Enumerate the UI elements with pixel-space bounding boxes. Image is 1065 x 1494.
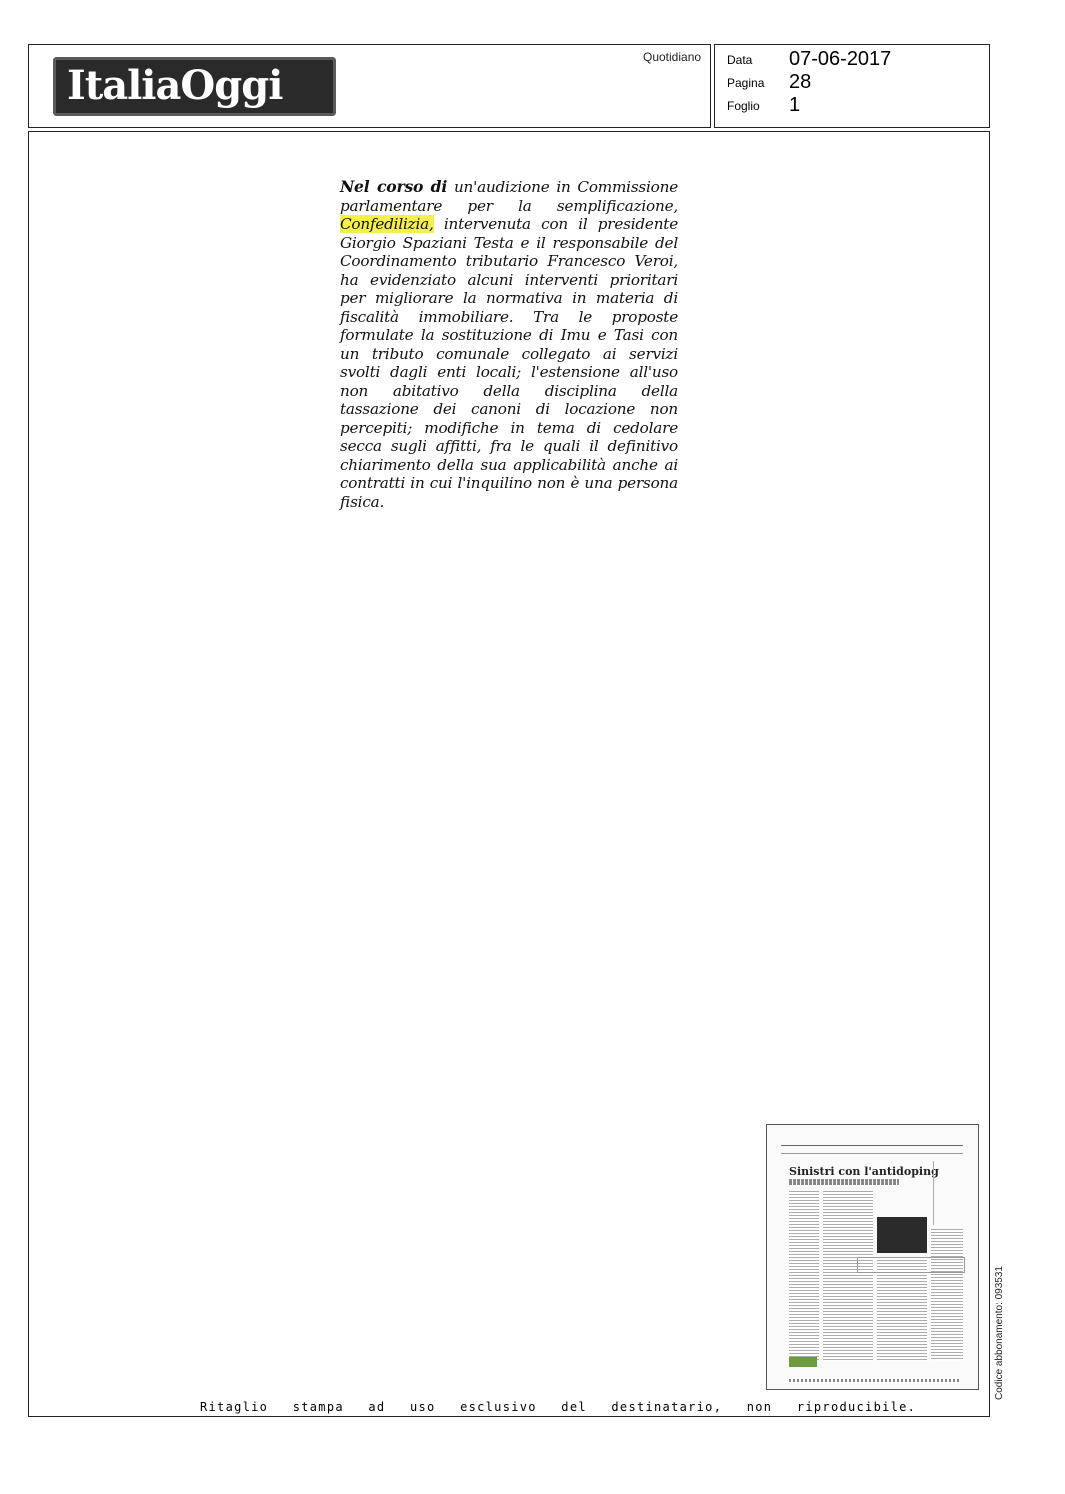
article-part-2: intervenuta con il presidente Giorgio Spaziani Testa e il responsabile del Coordinamento tributario Francesco Veroi, ha evidenziato alcuni interventi prioritari per migliorare la normativa in materia di fiscalità immobiliare. Tra le proposte formulate la sostituzione di Imu e Tasi con un tributo comunale collegato ai servizi svolti dagli enti locali; l'estensione all'uso non abitativo della disciplina della tassazione dei canoni di locazione non percepiti; modifiche in tema di cedolare secca sugli affitti, fra le quali il definitivo chiarimento della sua applicabilità anche ai contratti in cui l'inquilino non è una persona fisica. — [340, 215, 678, 511]
thumbnail-footer — [789, 1379, 959, 1382]
subscription-code — [991, 1250, 1011, 1400]
thumbnail-ad — [789, 1357, 817, 1367]
article-part-1: un'audizione in Commissione parlamentare per la semplificazione, — [340, 178, 678, 215]
thumbnail-subheadline — [789, 1179, 899, 1185]
thumbnail-headline: Sinistri con l'antidoping — [789, 1165, 939, 1178]
thumbnail-photo — [877, 1217, 927, 1253]
highlighted-name: Confedilizia, — [340, 215, 434, 233]
article-lead: Nel corso di — [340, 177, 448, 196]
sheet-value: 1 — [789, 94, 801, 116]
footer-disclaimer: Ritaglio stampa ad uso esclusivo del destinatario, non riproducibile. — [200, 1400, 917, 1414]
thumbnail-masthead — [781, 1145, 963, 1154]
thumbnail-column — [931, 1229, 963, 1361]
publication-type: Quotidiano — [643, 50, 702, 64]
thumbnail-column — [789, 1191, 819, 1361]
thumbnail-sidebar — [933, 1161, 964, 1225]
date-value: 07-06-2017 — [789, 48, 892, 70]
sheet-label: Foglio — [727, 99, 760, 113]
article-text — [340, 178, 678, 511]
subscription-code-text: Codice abbonamento: 093531 — [994, 1266, 1005, 1400]
thumbnail-box — [857, 1257, 965, 1273]
logo-text: ItaliaOggi — [67, 62, 283, 109]
date-label: Data — [727, 53, 753, 67]
page-label: Pagina — [727, 76, 765, 90]
page-value: 28 — [789, 71, 812, 93]
page-thumbnail — [766, 1124, 979, 1390]
thumbnail-column — [823, 1191, 873, 1361]
newspaper-logo — [53, 57, 336, 116]
